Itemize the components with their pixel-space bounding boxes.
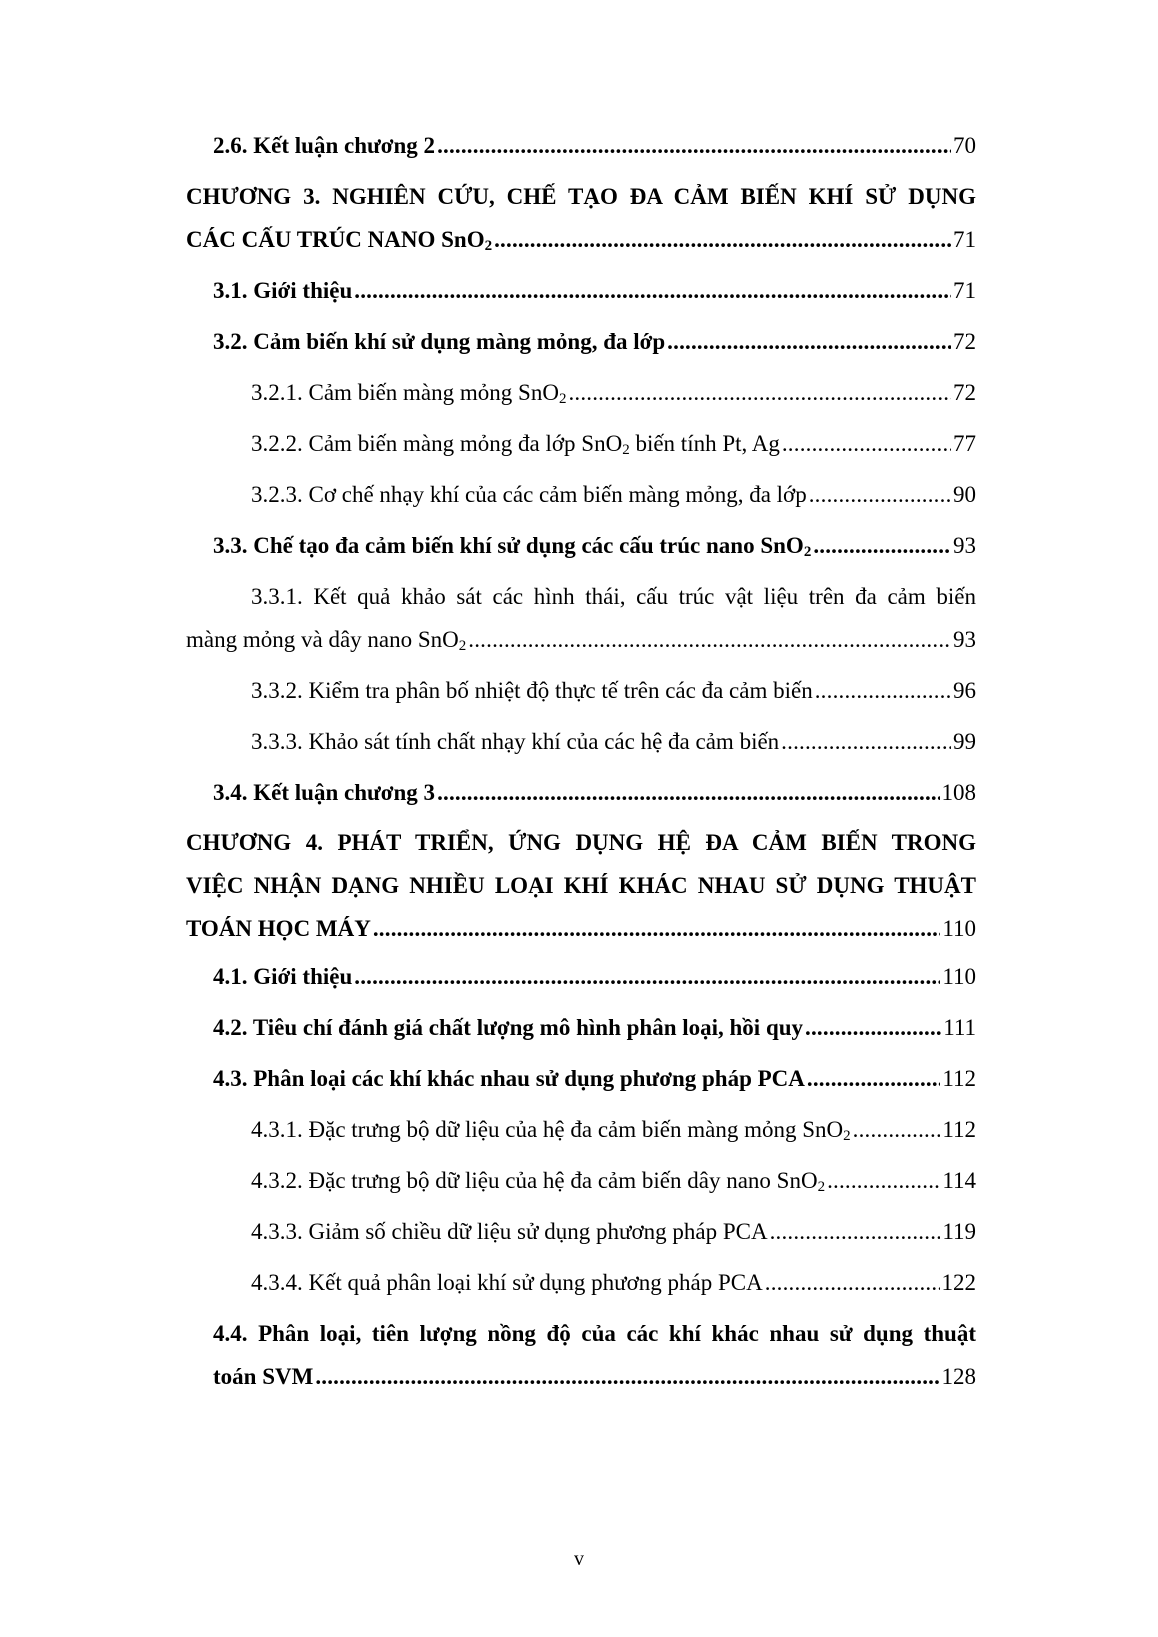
toc-page-number: 114 xyxy=(942,1168,976,1193)
toc-leader-dots xyxy=(782,430,951,458)
toc-leader-dots xyxy=(815,677,951,705)
toc-page-number: 93 xyxy=(953,627,976,652)
toc-page-number: 112 xyxy=(942,1117,976,1142)
toc-page-number: 110 xyxy=(942,916,976,941)
toc-leader-dots xyxy=(494,226,951,254)
toc-page-number: 93 xyxy=(953,533,976,558)
toc-leader-dots xyxy=(315,1363,939,1391)
toc-leader-dots xyxy=(809,481,951,509)
toc-leader-dots xyxy=(807,1065,940,1093)
toc-entry-title: 4.3.1. Đặc trưng bộ dữ liệu của hệ đa cảm biến màng mỏng SnO$_2$ xyxy=(251,1117,851,1144)
toc-entry-title-line: 3.3.1. Kết quả khảo sát các hình thái, cấu trúc vật liệu trên đa cảm biến xyxy=(251,584,976,609)
toc-page-number: 72 xyxy=(953,329,976,354)
toc-page-number: 72 xyxy=(953,380,976,405)
toc-page-number: 110 xyxy=(942,964,976,989)
toc-entry-title-line: TOÁN HỌC MÁY xyxy=(186,916,371,941)
toc-entry-title: 4.3. Phân loại các khí khác nhau sử dụng phương pháp PCA xyxy=(213,1066,805,1091)
toc-page-number: 119 xyxy=(942,1219,976,1244)
toc-leader-dots xyxy=(437,779,939,807)
toc-page-number: 122 xyxy=(941,1270,976,1295)
toc-entry-title: 4.2. Tiêu chí đánh giá chất lượng mô hình phân loại, hồi quy xyxy=(213,1015,804,1040)
toc-leader-dots xyxy=(468,626,951,654)
toc-entry-title: 3.2. Cảm biến khí sử dụng màng mỏng, đa lớp xyxy=(213,329,666,354)
toc-leader-dots xyxy=(354,963,940,991)
toc-page-number: 112 xyxy=(942,1066,976,1091)
toc-entry-title: 4.3.4. Kết quả phân loại khí sử dụng phương pháp PCA xyxy=(251,1270,763,1295)
toc-entry-title: 3.4. Kết luận chương 3 xyxy=(213,780,436,805)
toc-page-number: 111 xyxy=(943,1015,976,1040)
toc-leader-dots xyxy=(765,1269,940,1297)
toc-page-number: 77 xyxy=(953,431,976,456)
page-footer-number: v xyxy=(574,1548,584,1570)
toc-leader-dots xyxy=(373,915,940,943)
toc-leader-dots xyxy=(827,1167,940,1195)
toc-entry-title: 4.1. Giới thiệu xyxy=(213,964,353,989)
toc-entry-title-line: toán SVM xyxy=(213,1364,314,1389)
toc-entry-title-line: màng mỏng và dây nano SnO$_2$ xyxy=(186,627,467,654)
toc-leader-dots xyxy=(667,328,951,356)
toc-entry-title-line: 4.4. Phân loại, tiên lượng nồng độ của các khí khác nhau sử dụng thuật xyxy=(213,1321,976,1346)
toc-entry-title-line: CHƯƠNG 4. PHÁT TRIỂN, ỨNG DỤNG HỆ ĐA CẢM BIẾN TRONG xyxy=(186,830,976,855)
toc-entry-title: 3.1. Giới thiệu xyxy=(213,278,353,303)
toc-leader-dots xyxy=(813,532,951,560)
toc-entry-title: 2.6. Kết luận chương 2 xyxy=(213,133,436,158)
toc-entry-title: 3.3. Chế tạo đa cảm biến khí sử dụng các cấu trúc nano SnO$_2$ xyxy=(213,533,812,560)
toc-entry-title: 3.3.2. Kiểm tra phân bố nhiệt độ thực tế trên các đa cảm biến xyxy=(251,678,813,703)
toc-page-number: 71 xyxy=(953,278,976,303)
toc-entry-title: 3.3.3. Khảo sát tính chất nhạy khí của các hệ đa cảm biến xyxy=(251,729,780,754)
toc-entry-title-line: CÁC CẤU TRÚC NANO SnO$_2$ xyxy=(186,227,493,254)
toc-entry-title-line: CHƯƠNG 3. NGHIÊN CỨU, CHẾ TẠO ĐA CẢM BIẾN KHÍ SỬ DỤNG xyxy=(186,184,976,209)
toc-page-number: 71 xyxy=(953,227,976,252)
toc-page-number: 108 xyxy=(941,780,976,805)
toc-leader-dots xyxy=(354,277,951,305)
toc-leader-dots xyxy=(805,1014,941,1042)
toc-leader-dots xyxy=(853,1116,941,1144)
toc-page-number: 90 xyxy=(953,482,976,507)
toc-entry-title: 4.3.3. Giảm số chiều dữ liệu sử dụng phương pháp PCA xyxy=(251,1219,768,1244)
toc-entry-title: 3.2.3. Cơ chế nhạy khí của các cảm biến màng mỏng, đa lớp xyxy=(251,482,807,507)
toc-page-number: 70 xyxy=(953,133,976,158)
toc-entry-title: 3.2.2. Cảm biến màng mỏng đa lớp SnO$_2$ biến tính Pt, Ag xyxy=(251,431,780,458)
toc-leader-dots xyxy=(770,1218,941,1246)
toc-leader-dots xyxy=(781,728,951,756)
toc-leader-dots xyxy=(568,379,951,407)
toc-page-number: 128 xyxy=(941,1364,976,1389)
toc-entry-title-line: VIỆC NHẬN DẠNG NHIỀU LOẠI KHÍ KHÁC NHAU SỬ DỤNG THUẬT xyxy=(186,873,976,898)
toc-page-number: 99 xyxy=(953,729,976,754)
toc-entry-title: 4.3.2. Đặc trưng bộ dữ liệu của hệ đa cảm biến dây nano SnO$_2$ xyxy=(251,1168,826,1195)
toc-page-number: 96 xyxy=(953,678,976,703)
toc-entry-title: 3.2.1. Cảm biến màng mỏng SnO$_2$ xyxy=(251,380,567,407)
toc-leader-dots xyxy=(437,132,951,160)
